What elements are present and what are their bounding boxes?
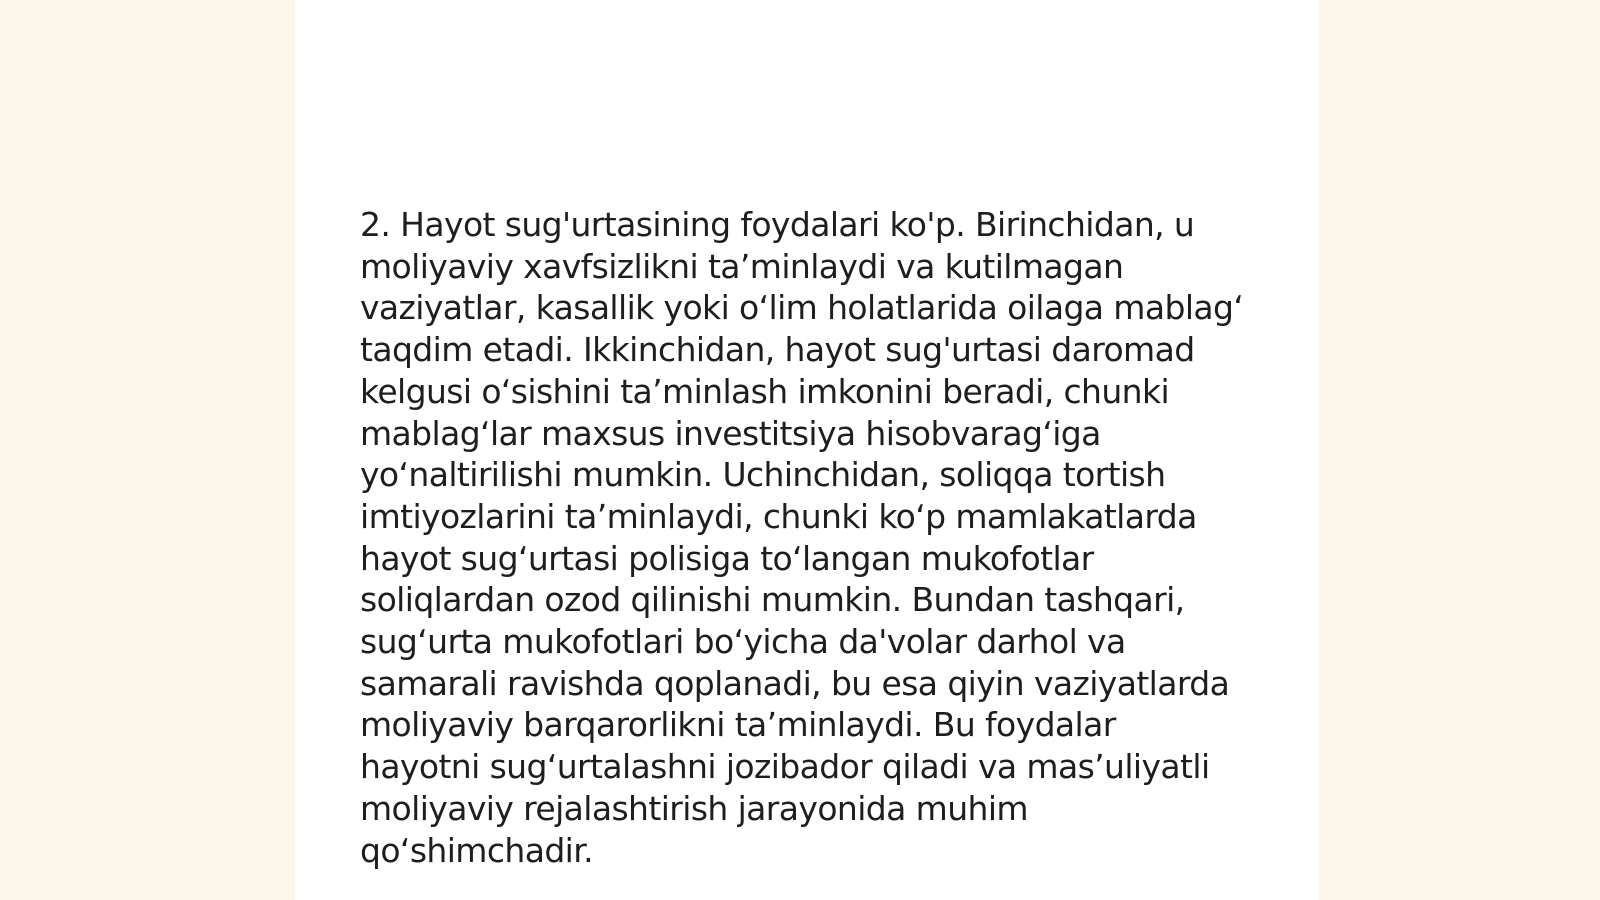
- paragraph-line: moliyaviy barqarorlikni taʼminlaydi. Bu foydalar: [360, 705, 1116, 745]
- paragraph-line: soliqlardan ozod qilinishi mumkin. Bundan tashqari,: [360, 580, 1185, 620]
- paragraph-line: hayotni sugʻurtalashni jozibador qiladi va masʼuliyatli: [360, 747, 1210, 787]
- paragraph-line: vaziyatlar, kasallik yoki oʻlim holatlarida oilaga mablagʻ: [360, 288, 1244, 328]
- paragraph-line: 2. Hayot sug'urtasining foydalari ko'p. Birinchidan, u: [360, 205, 1195, 244]
- paragraph-line: yoʻnaltirilishi mumkin. Uchinchidan, soliqqa tortish: [360, 455, 1166, 495]
- paragraph-line: sugʻurta mukofotlari boʻyicha da'volar darhol va: [360, 622, 1126, 662]
- document-page: [295, 0, 1319, 900]
- paragraph-line: moliyaviy xavfsizlikni taʼminlaydi va kutilmagan: [360, 246, 1124, 286]
- paragraph-line: taqdim etadi. Ikkinchidan, hayot sug'urtasi daromad: [360, 330, 1195, 370]
- paragraph-line: samarali ravishda qoplanadi, bu esa qiyin vaziyatlarda: [360, 663, 1230, 703]
- paragraph-line: imtiyozlarini taʼminlaydi, chunki koʻp mamlakatlarda: [360, 496, 1197, 536]
- paragraph-line: kelgusi oʻsishini taʼminlash imkonini beradi, chunki: [360, 371, 1170, 411]
- paragraph-line: mablagʻlar maxsus investitsiya hisobvaragʻiga: [360, 413, 1101, 453]
- paragraph-line: moliyaviy rejalashtirish jarayonida muhim: [360, 788, 1028, 828]
- paragraph-line: qoʻshimchadir.: [360, 830, 594, 870]
- body-paragraph: [360, 204, 1260, 871]
- paragraph-line: hayot sugʻurtasi polisiga toʻlangan mukofotlar: [360, 538, 1094, 578]
